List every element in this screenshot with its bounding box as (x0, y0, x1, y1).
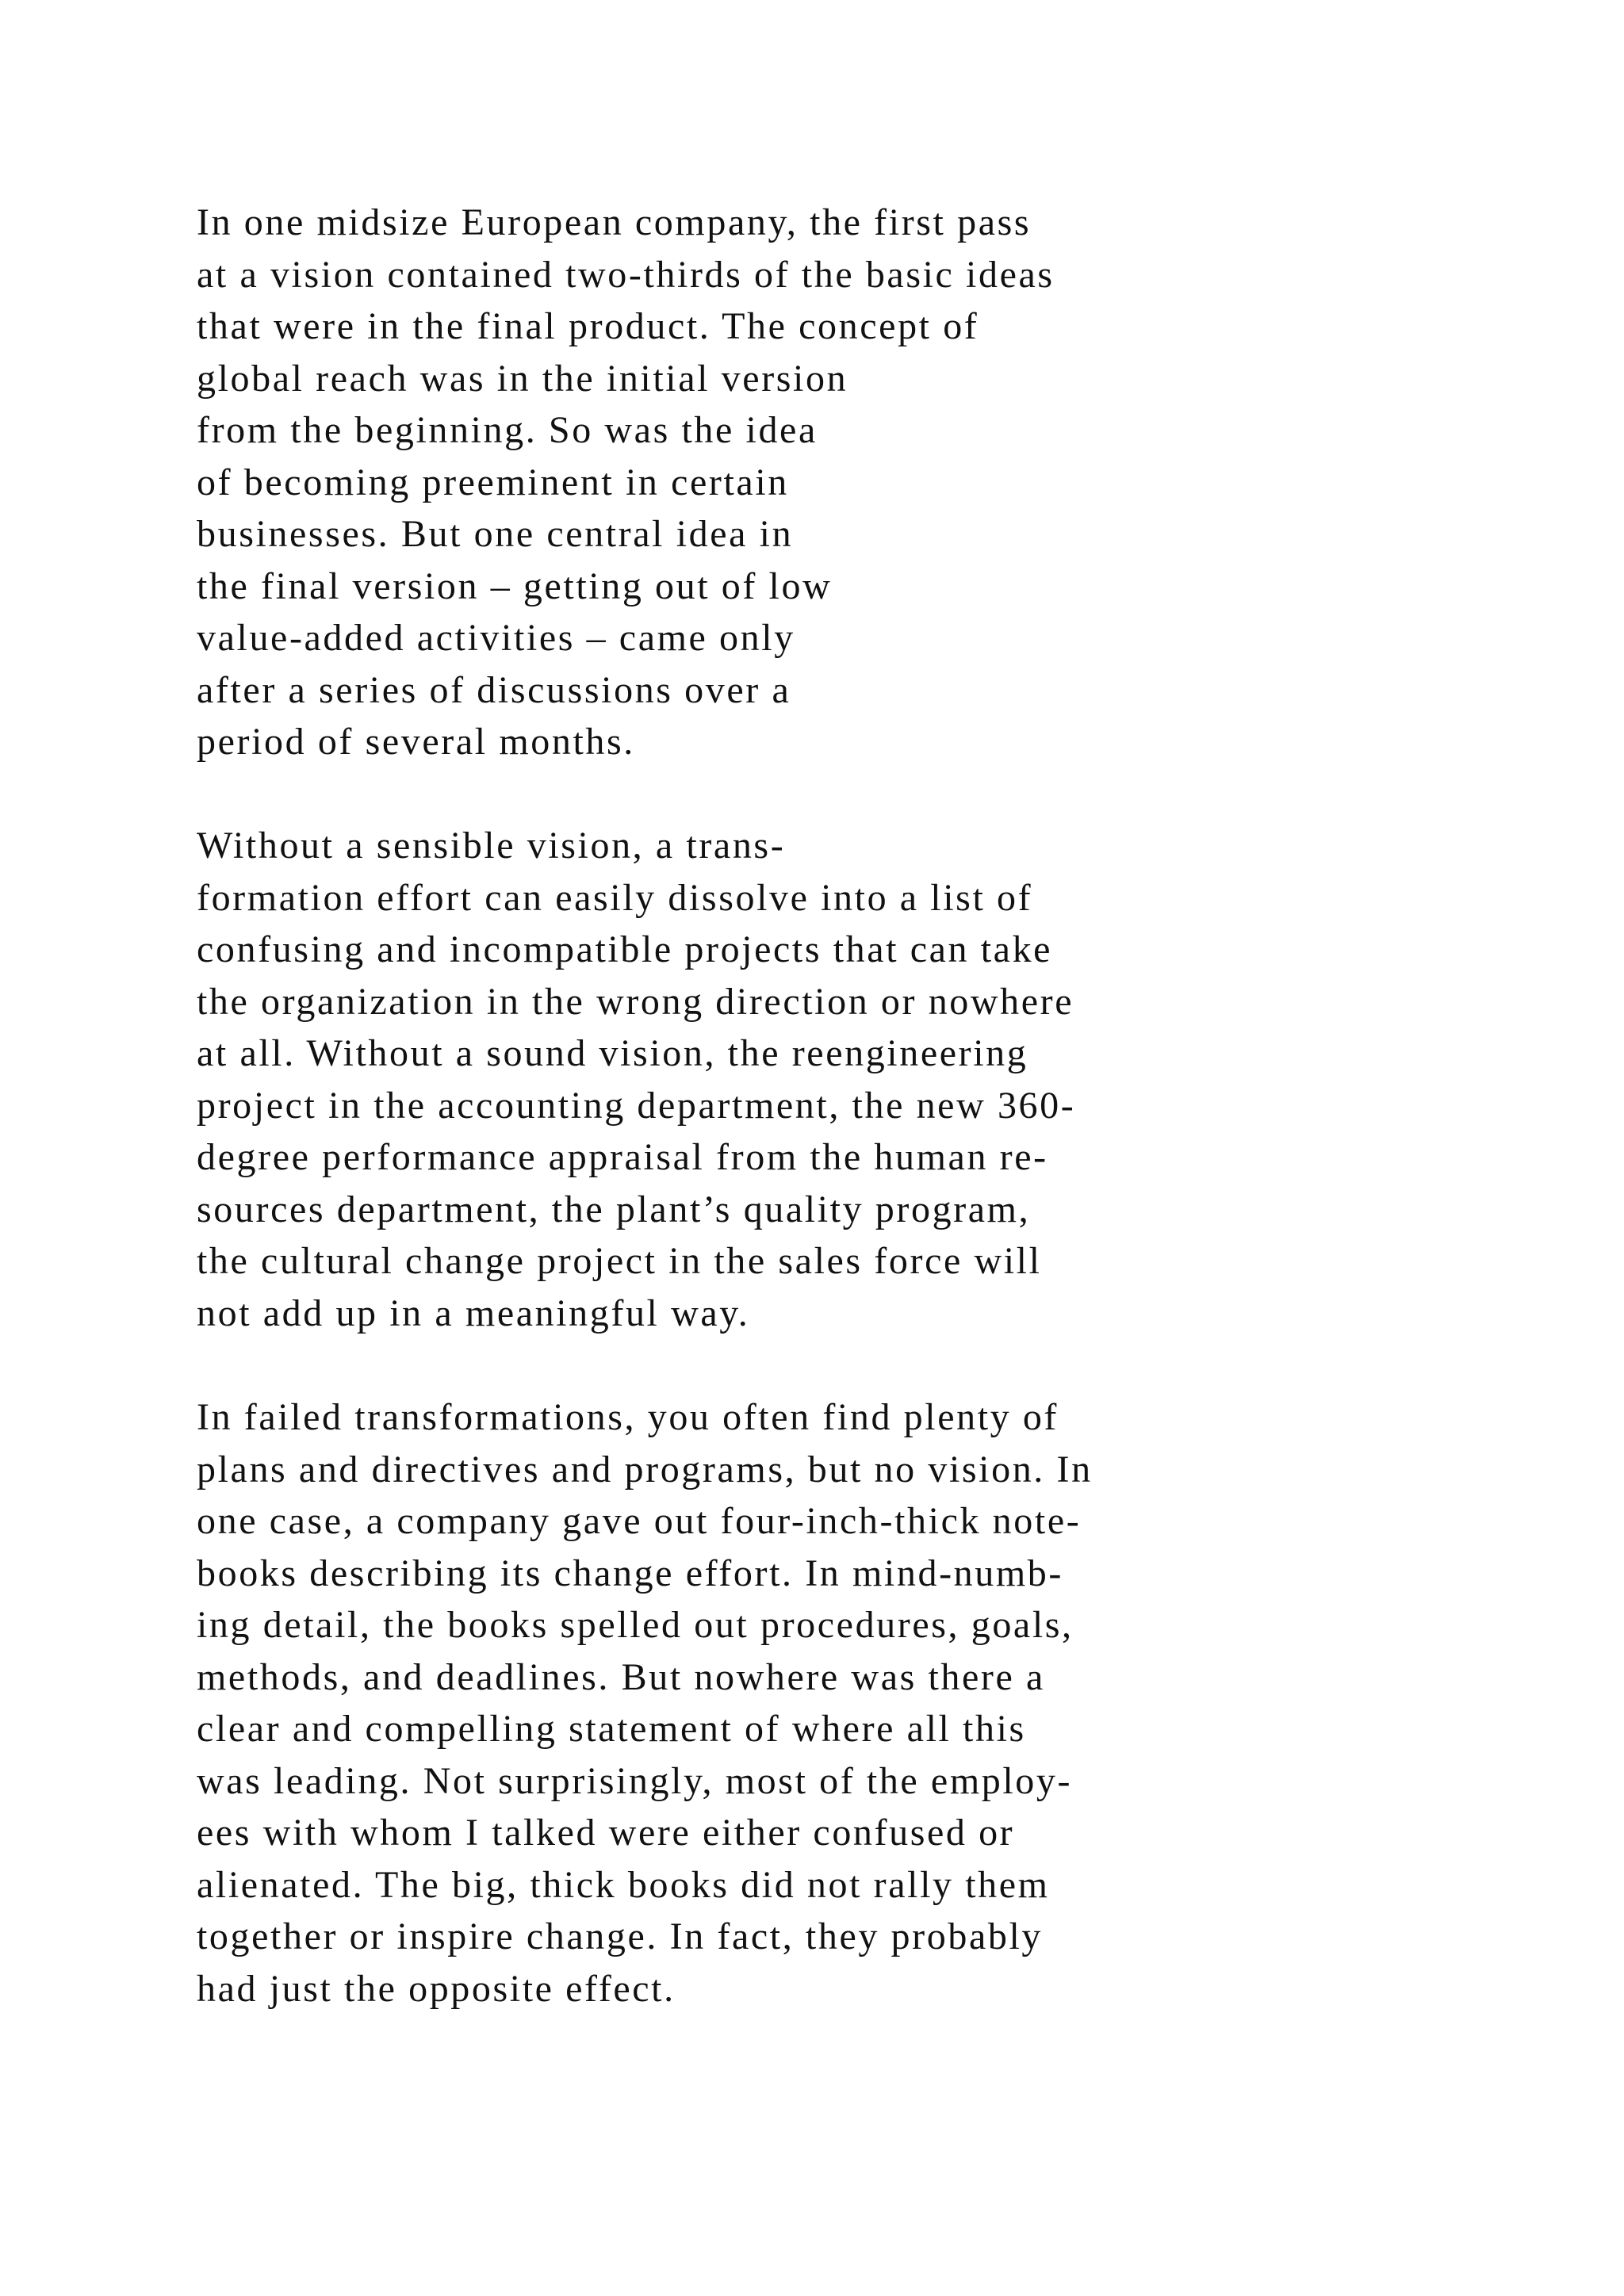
text-line: project in the accounting department, the new 360- (197, 1084, 1076, 1127)
text-line: ees with whom I talked were either confused or (197, 1812, 1015, 1854)
text-line: businesses. But one central idea in (197, 513, 794, 555)
text-line: after a series of discussions over a (197, 668, 791, 711)
text-line: clear and compelling statement of where all this (197, 1708, 1026, 1750)
text-line: degree performance appraisal from the human re- (197, 1136, 1048, 1178)
text-line: books describing its change effort. In mind-numb- (197, 1552, 1063, 1594)
text-line: the final version – getting out of low (197, 564, 833, 607)
paragraph-3 (197, 1391, 1093, 2015)
text-line: the organization in the wrong direction or nowhere (197, 980, 1074, 1023)
text-line: In failed transformations, you often find plenty of (197, 1396, 1059, 1438)
text-line: at a vision contained two-thirds of the basic ideas (197, 253, 1055, 296)
text-line: global reach was in the initial version (197, 357, 848, 400)
paragraph-2 (197, 820, 1075, 1339)
text-line: ing detail, the books spelled out procedures, goals, (197, 1604, 1074, 1646)
text-line: value-added activities – came only (197, 617, 795, 659)
paragraph-1 (197, 197, 1055, 768)
text-line: confusing and incompatible projects that can take (197, 928, 1053, 970)
text-line: that were in the final product. The concept of (197, 305, 979, 347)
text-line: methods, and deadlines. But nowhere was there a (197, 1655, 1045, 1698)
text-line: plans and directives and programs, but no vision. In (197, 1448, 1093, 1490)
text-line: together or inspire change. In fact, they probably (197, 1915, 1043, 1957)
text-line: at all. Without a sound vision, the reengineering (197, 1032, 1028, 1074)
text-line: formation effort can easily dissolve into a list of (197, 876, 1033, 919)
text-line: sources department, the plant’s quality program, (197, 1188, 1031, 1230)
text-line: Without a sensible vision, a trans- (197, 825, 786, 867)
text-line: period of several months. (197, 721, 635, 763)
text-line: alienated. The big, thick books did not rally them (197, 1863, 1050, 1906)
text-line: In one midsize European company, the first pass (197, 201, 1032, 243)
text-line: one case, a company gave out four-inch-thick note- (197, 1500, 1082, 1542)
text-line: the cultural change project in the sales force will (197, 1240, 1042, 1282)
text-line: from the beginning. So was the idea (197, 409, 818, 451)
text-line: was leading. Not surprisingly, most of the employ- (197, 1759, 1073, 1802)
text-line: of becoming preeminent in certain (197, 461, 789, 503)
text-line: had just the opposite effect. (197, 1967, 676, 2010)
text-line: not add up in a meaningful way. (197, 1292, 750, 1334)
